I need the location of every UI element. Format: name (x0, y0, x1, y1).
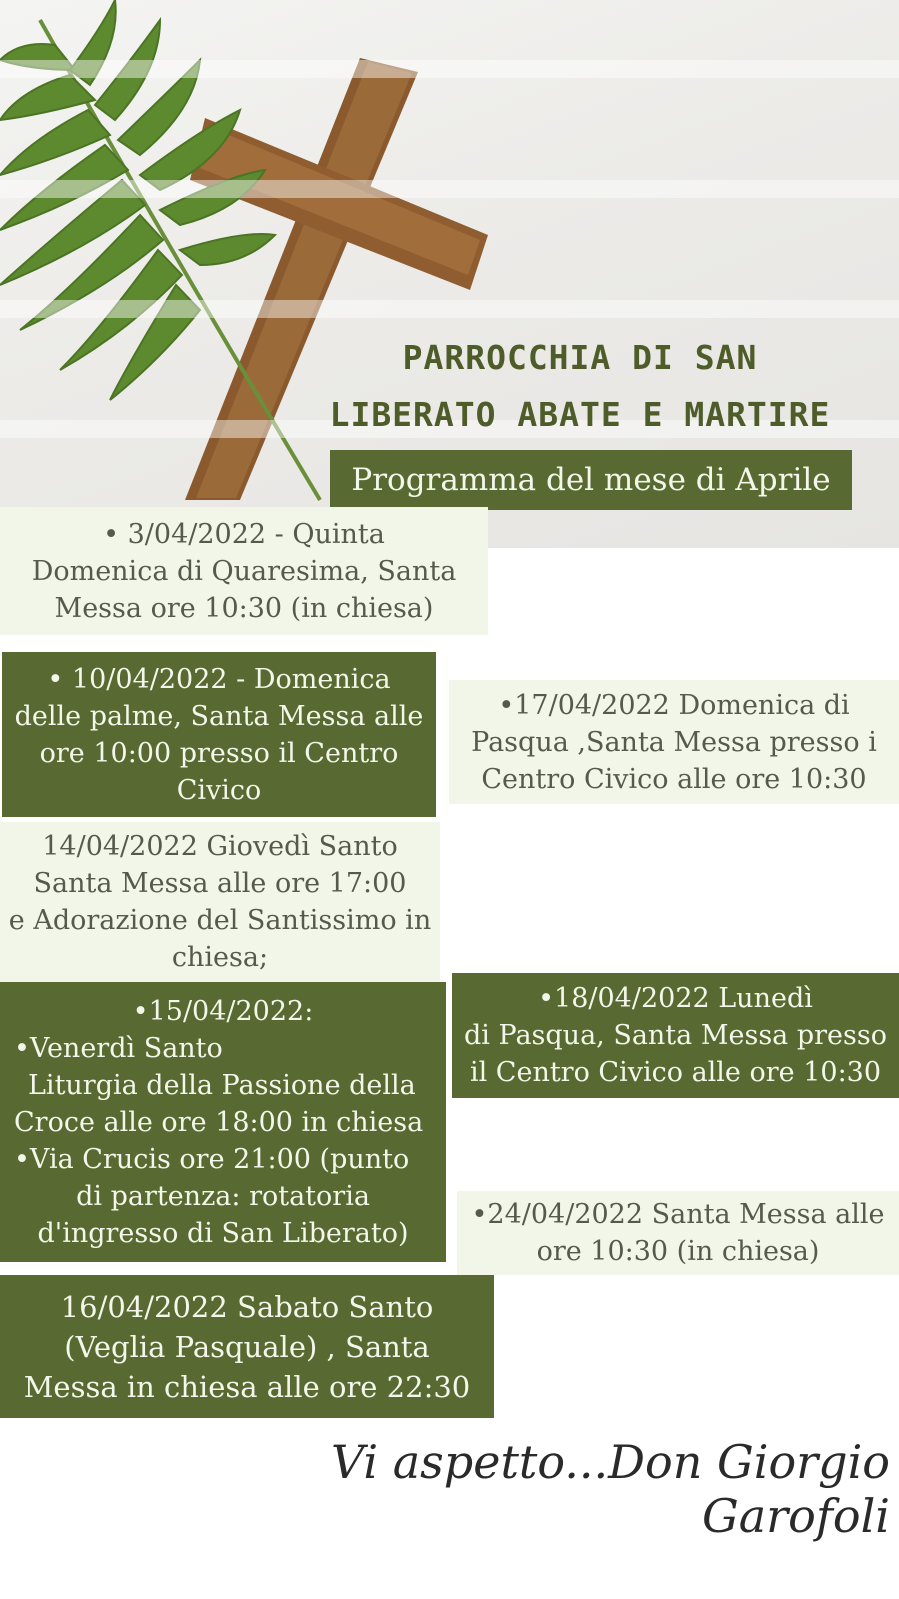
event-line: Santa Messa alle ore 17:00 (33, 868, 407, 899)
event-line: Messa ore 10:30 (in chiesa) (54, 592, 434, 624)
event-line: Croce alle ore 18:00 in chiesa (14, 1106, 424, 1138)
priest-signature: Vi aspetto...Don Giorgio Garofoli (331, 1435, 890, 1543)
event-line: •Venerdì Santo (14, 1032, 223, 1064)
event-line: •24/04/2022 Santa Messa alle (471, 1199, 885, 1230)
event-line: chiesa; (171, 942, 269, 973)
event-line: 16/04/2022 Sabato Santo (60, 1289, 434, 1324)
wood-grain (0, 300, 899, 318)
event-card-2404 (457, 1191, 899, 1275)
event-line: Centro Civico alle ore 10:30 (481, 763, 867, 795)
event-line: Domenica di Quaresima, Santa (31, 555, 457, 587)
event-line: il Centro Civico alle ore 10:30 (469, 1057, 882, 1088)
event-line: (Veglia Pasquale) , Santa (64, 1329, 430, 1364)
event-card-1404 (0, 822, 440, 982)
event-card-1704 (449, 680, 899, 804)
wood-grain (0, 180, 899, 198)
event-line: Liturgia della Passione della (28, 1069, 416, 1101)
event-card-1804 (452, 973, 899, 1098)
parish-title-line1: PARROCCHIA DI SAN (402, 338, 758, 377)
program-subtitle: Programma del mese di Aprile (330, 450, 852, 510)
event-line: ore 10:30 (in chiesa) (536, 1236, 820, 1267)
event-line: Pasqua ,Santa Messa presso i (471, 726, 877, 758)
event-line: • 3/04/2022 - Quinta (103, 518, 385, 550)
event-line: Civico (176, 774, 262, 806)
event-card-1504 (0, 982, 446, 1262)
event-line: ore 10:00 presso il Centro (39, 737, 399, 769)
event-card-1004 (2, 652, 436, 817)
event-line: delle palme, Santa Messa alle (14, 700, 424, 732)
event-line: Messa in chiesa alle ore 22:30 (23, 1369, 471, 1404)
event-line: •15/04/2022: (132, 995, 314, 1027)
wood-grain (0, 60, 899, 78)
event-line: di partenza: rotatoria (76, 1180, 370, 1212)
event-line: • 10/04/2022 - Domenica (47, 663, 391, 695)
event-line: •18/04/2022 Lunedì (538, 983, 813, 1014)
event-card-0304 (0, 507, 488, 635)
event-line: d'ingresso di San Liberato) (37, 1217, 409, 1249)
event-line: di Pasqua, Santa Messa presso (463, 1020, 887, 1051)
event-line: •17/04/2022 Domenica di (498, 689, 850, 721)
event-line: e Adorazione del Santissimo in (8, 905, 432, 936)
event-line: 14/04/2022 Giovedì Santo (42, 831, 398, 862)
event-line: •Via Crucis ore 21:00 (punto (14, 1143, 410, 1175)
event-card-1604 (0, 1275, 494, 1418)
parish-title-line2: LIBERATO ABATE E MARTIRE (329, 395, 831, 434)
